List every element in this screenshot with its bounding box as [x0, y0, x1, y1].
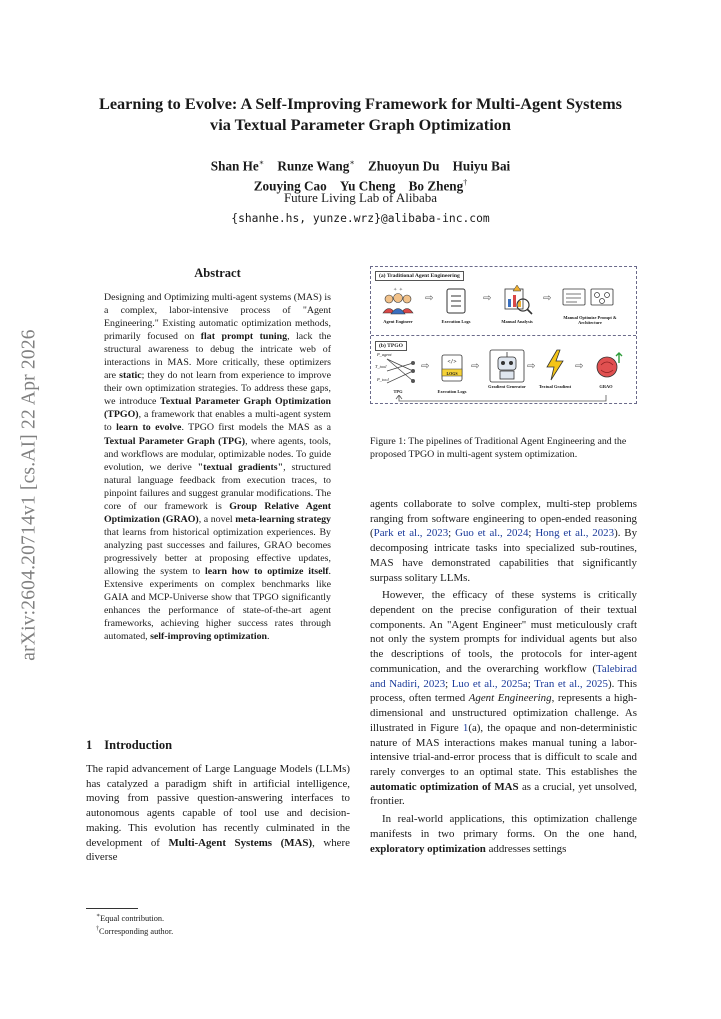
text-run: . TPGO first models the MAS as a — [181, 422, 331, 434]
bold-text: Textual Parameter Graph Optimization (TPGO) — [104, 396, 331, 421]
label-manual-analysis: Manual Analysis — [501, 319, 533, 324]
citation-link[interactable]: Hong et al., 2023 — [535, 527, 615, 540]
affiliation: Future Living Lab of Alibaba — [283, 190, 438, 205]
section-heading-introduction — [86, 738, 172, 753]
paragraph — [370, 812, 637, 856]
bold-text: automatic optimization of MAS — [370, 780, 519, 793]
text-run: ). This process, often termed — [370, 677, 638, 705]
text-run: . — [267, 631, 270, 643]
feedback-loop-arrow — [391, 395, 621, 405]
author-line-1 — [60, 154, 661, 174]
text-run: , lack the structural awareness to debug the intricate web of interactions in MAS. More critically, these optimizers are — [104, 331, 331, 382]
bold-text: learn how to optimize itself — [205, 565, 329, 577]
tpg-node-t-tool: T_tool — [375, 364, 387, 369]
label-gradient-generator: Gradient Generator — [488, 384, 526, 389]
arrow-icon: ⇨ — [483, 293, 492, 304]
footnote — [96, 911, 173, 924]
gradient-generator-robot-icon — [489, 349, 525, 383]
figure-1-caption: Figure 1: The pipelines of Traditional Agent Engineering and the proposed TPGO in multi-agent system optimization. — [370, 436, 627, 460]
text-run: ; they do not learn from experience to improve their own optimization strategies. To address these gaps, we introduce — [104, 370, 331, 408]
author-name: Huiyu Bai — [452, 158, 511, 174]
text-run: , a novel — [198, 513, 236, 525]
text-run: , where agents, tools, and workflows are modular, optimizable nodes. To guide evolution, we derive — [104, 435, 331, 473]
footnote-mark: † — [96, 926, 99, 933]
text-run: that learns from historical optimization experiences. By analyzing past successes and failures, GRAO becomes progressively better at proposing effective updates, allowing the system to — [104, 526, 331, 577]
text-run: , where diverse — [86, 836, 350, 864]
author-name: Shan He — [210, 158, 259, 174]
section-title: Introduction — [104, 738, 173, 752]
label-execution-logs-b: Execution Logs — [437, 389, 467, 394]
manual-analysis-icon — [501, 285, 535, 317]
author-mark: ∗ — [349, 158, 355, 167]
author-mark: † — [463, 178, 468, 188]
tpg-node-p-agent: P_agent — [377, 352, 392, 357]
bold-text: Multi-Agent Systems (MAS) — [168, 836, 313, 849]
agent-engineer-icon — [379, 287, 417, 317]
italic-text: Agent Engineering — [468, 692, 552, 705]
author-name: Zouying Cao — [253, 178, 327, 194]
svg-text:✦ ✦: ✦ ✦ — [393, 287, 403, 293]
text-run: agents collaborate to solve complex, multi-step problems ranging from software engineering to open-ended reasoning ( — [370, 498, 637, 540]
footnote — [96, 924, 173, 937]
footnote-divider — [86, 908, 138, 909]
text-run: ; — [445, 677, 452, 690]
panel-b-label: (b) TPGO — [375, 341, 407, 351]
bold-text: meta-learning strategy — [235, 513, 331, 525]
textual-gradient-lightning-icon — [543, 349, 567, 381]
text-run: However, the efficacy of these systems is critically dependent on the precise configuration of their textual components. An "Agent Engineer" must meticulously craft not only the system prompts for individual agents but also the descriptions of tools, the protocols for inter-agent communication, and the overarching workflow ( — [370, 589, 637, 675]
footnote-text: Corresponding author. — [99, 927, 174, 937]
text-run: . Extensive experiments on complex benchmarks like GAIA and MCP-Universe show that TPGO significantly enhances the performance of state-of-the-art agent frameworks, achieving higher success rates through automated, — [104, 565, 332, 643]
arrow-icon: ⇨ — [527, 361, 536, 372]
bold-text: flat prompt tuning — [200, 331, 288, 343]
abstract-heading: Abstract — [194, 266, 241, 280]
text-run: ; — [527, 677, 535, 690]
author-mark: ∗ — [258, 158, 265, 167]
label-manual-optimize: Manual Optimize Prompt & Architecture — [563, 315, 617, 325]
text-run: , represents a high-dimensional and unstructured optimization challenge. As illustrated in Figure — [370, 692, 637, 734]
svg-text:</>: </> — [447, 359, 457, 365]
arrow-icon: ⇨ — [543, 293, 552, 304]
paper-title — [60, 93, 661, 135]
label-tpg: TPG — [393, 389, 403, 394]
prompt-architecture-icon — [561, 287, 617, 313]
label-agent-engineer: Agent Engineer — [383, 319, 413, 324]
footnotes — [96, 911, 173, 938]
bold-text: self-improving optimization — [150, 631, 268, 643]
tpg-node-p-tool: P_tool — [377, 377, 389, 382]
bold-text: Textual Parameter Graph (TPG) — [104, 435, 246, 447]
tpg-graph-icon — [377, 353, 421, 389]
text-run: , structured natural language feedback from execution traces, to pinpoint failures and suggest granular modifications. The core of our framework is — [104, 461, 331, 512]
abstract-body — [104, 291, 331, 643]
footnote-mark: ∗ — [96, 913, 101, 919]
text-run: ). By decomposing intricate tasks into specialized sub-routines, MAS have demonstrated capabilities that significantly surpass solitary LLMs. — [370, 527, 638, 584]
figure-1 — [370, 266, 637, 404]
bold-text: "textual gradients" — [197, 461, 284, 473]
title-line-1: Learning to Evolve: A Self-Improving Framework for Multi-Agent Systems — [98, 94, 623, 113]
logs-document-icon — [439, 353, 465, 385]
label-grao: GRAO — [599, 384, 613, 389]
figure-panel-divider — [371, 335, 636, 336]
text-run: Designing and Optimizing multi-agent systems (MAS) is a complex, labor-intensive process of "Agent Engineering." Existing automatic optimization methods, primarily focused on — [104, 292, 331, 343]
panel-a-label: (a) Traditional Agent Engineering — [375, 271, 464, 281]
label-execution-logs-a: Execution Logs — [441, 319, 471, 324]
arxiv-identifier — [18, 295, 42, 695]
arrow-icon: ⇨ — [421, 361, 430, 372]
execution-logs-icon — [443, 287, 469, 317]
right-column-body — [370, 497, 637, 856]
arrow-icon: ⇨ — [575, 361, 584, 372]
footnote-text: Equal contribution. — [100, 913, 165, 923]
section-number: 1 — [86, 738, 93, 752]
citation-link[interactable]: Park et al., 2023 — [373, 527, 449, 540]
author-name: Runze Wang — [277, 158, 350, 174]
citation-link[interactable]: Tran et al., 2025 — [534, 677, 608, 690]
paragraph — [370, 497, 637, 585]
bold-text: learn to evolve — [116, 422, 182, 434]
author-name: Yu Cheng — [339, 178, 396, 194]
text-run: In real-world applications, this optimization challenge manifests in two primary forms. On the one hand, — [370, 813, 637, 840]
label-textual-gradient: Textual Gradient — [538, 384, 572, 389]
bold-text: static — [119, 370, 142, 382]
text-run: (a), the opaque and non-deterministic nature of MAS interactions makes manual tuning a labor-intensive trial-and-error process that is difficult to scale and rarely converges to an optimal state. This establishes the — [370, 721, 638, 778]
text-run: ; — [528, 527, 536, 540]
logs-tag: LOGS — [446, 371, 458, 376]
citation-link[interactable]: Luo et al., 2025a — [451, 677, 528, 690]
text-run: ; — [448, 527, 456, 540]
author-name: Bo Zheng — [408, 178, 464, 194]
arrow-icon: ⇨ — [425, 293, 434, 304]
grao-brain-icon — [595, 351, 625, 379]
citation-link[interactable]: 1 — [462, 721, 469, 734]
bold-text: exploratory optimization — [370, 842, 486, 855]
citation-link[interactable]: Talebirad and Nadiri, 2023 — [370, 662, 637, 690]
text-run: as a crucial, yet unsolved, frontier. — [370, 780, 637, 808]
author-email: {shanhe.hs, yunze.wrz}@alibaba-inc.com — [231, 212, 490, 225]
arxiv-stamp-text: arXiv:2604.20714v1 [cs.AI] 22 Apr 2026 — [19, 329, 41, 661]
text-run: , a framework that enables a multi-agent system to — [104, 409, 331, 434]
paragraph — [370, 588, 637, 809]
title-line-2: via Textual Parameter Graph Optimization — [210, 115, 511, 134]
arrow-icon: ⇨ — [471, 361, 480, 372]
author-list — [60, 154, 661, 195]
author-name: Zhuoyun Du — [368, 158, 440, 174]
text-run: The rapid advancement of Large Language Models (LLMs) has catalyzed a paradigm shift in artificial intelligence, moving from passive question-answering interfaces to autonomous agents capable of tool use and decision-making. This evolution has recently culminated in the development of — [86, 763, 350, 849]
text-run: addresses settings — [485, 842, 567, 855]
introduction-paragraph — [86, 762, 350, 865]
citation-link[interactable]: Guo et al., 2024 — [455, 527, 529, 540]
bold-text: Group Relative Agent Optimization (GRAO) — [104, 500, 331, 525]
